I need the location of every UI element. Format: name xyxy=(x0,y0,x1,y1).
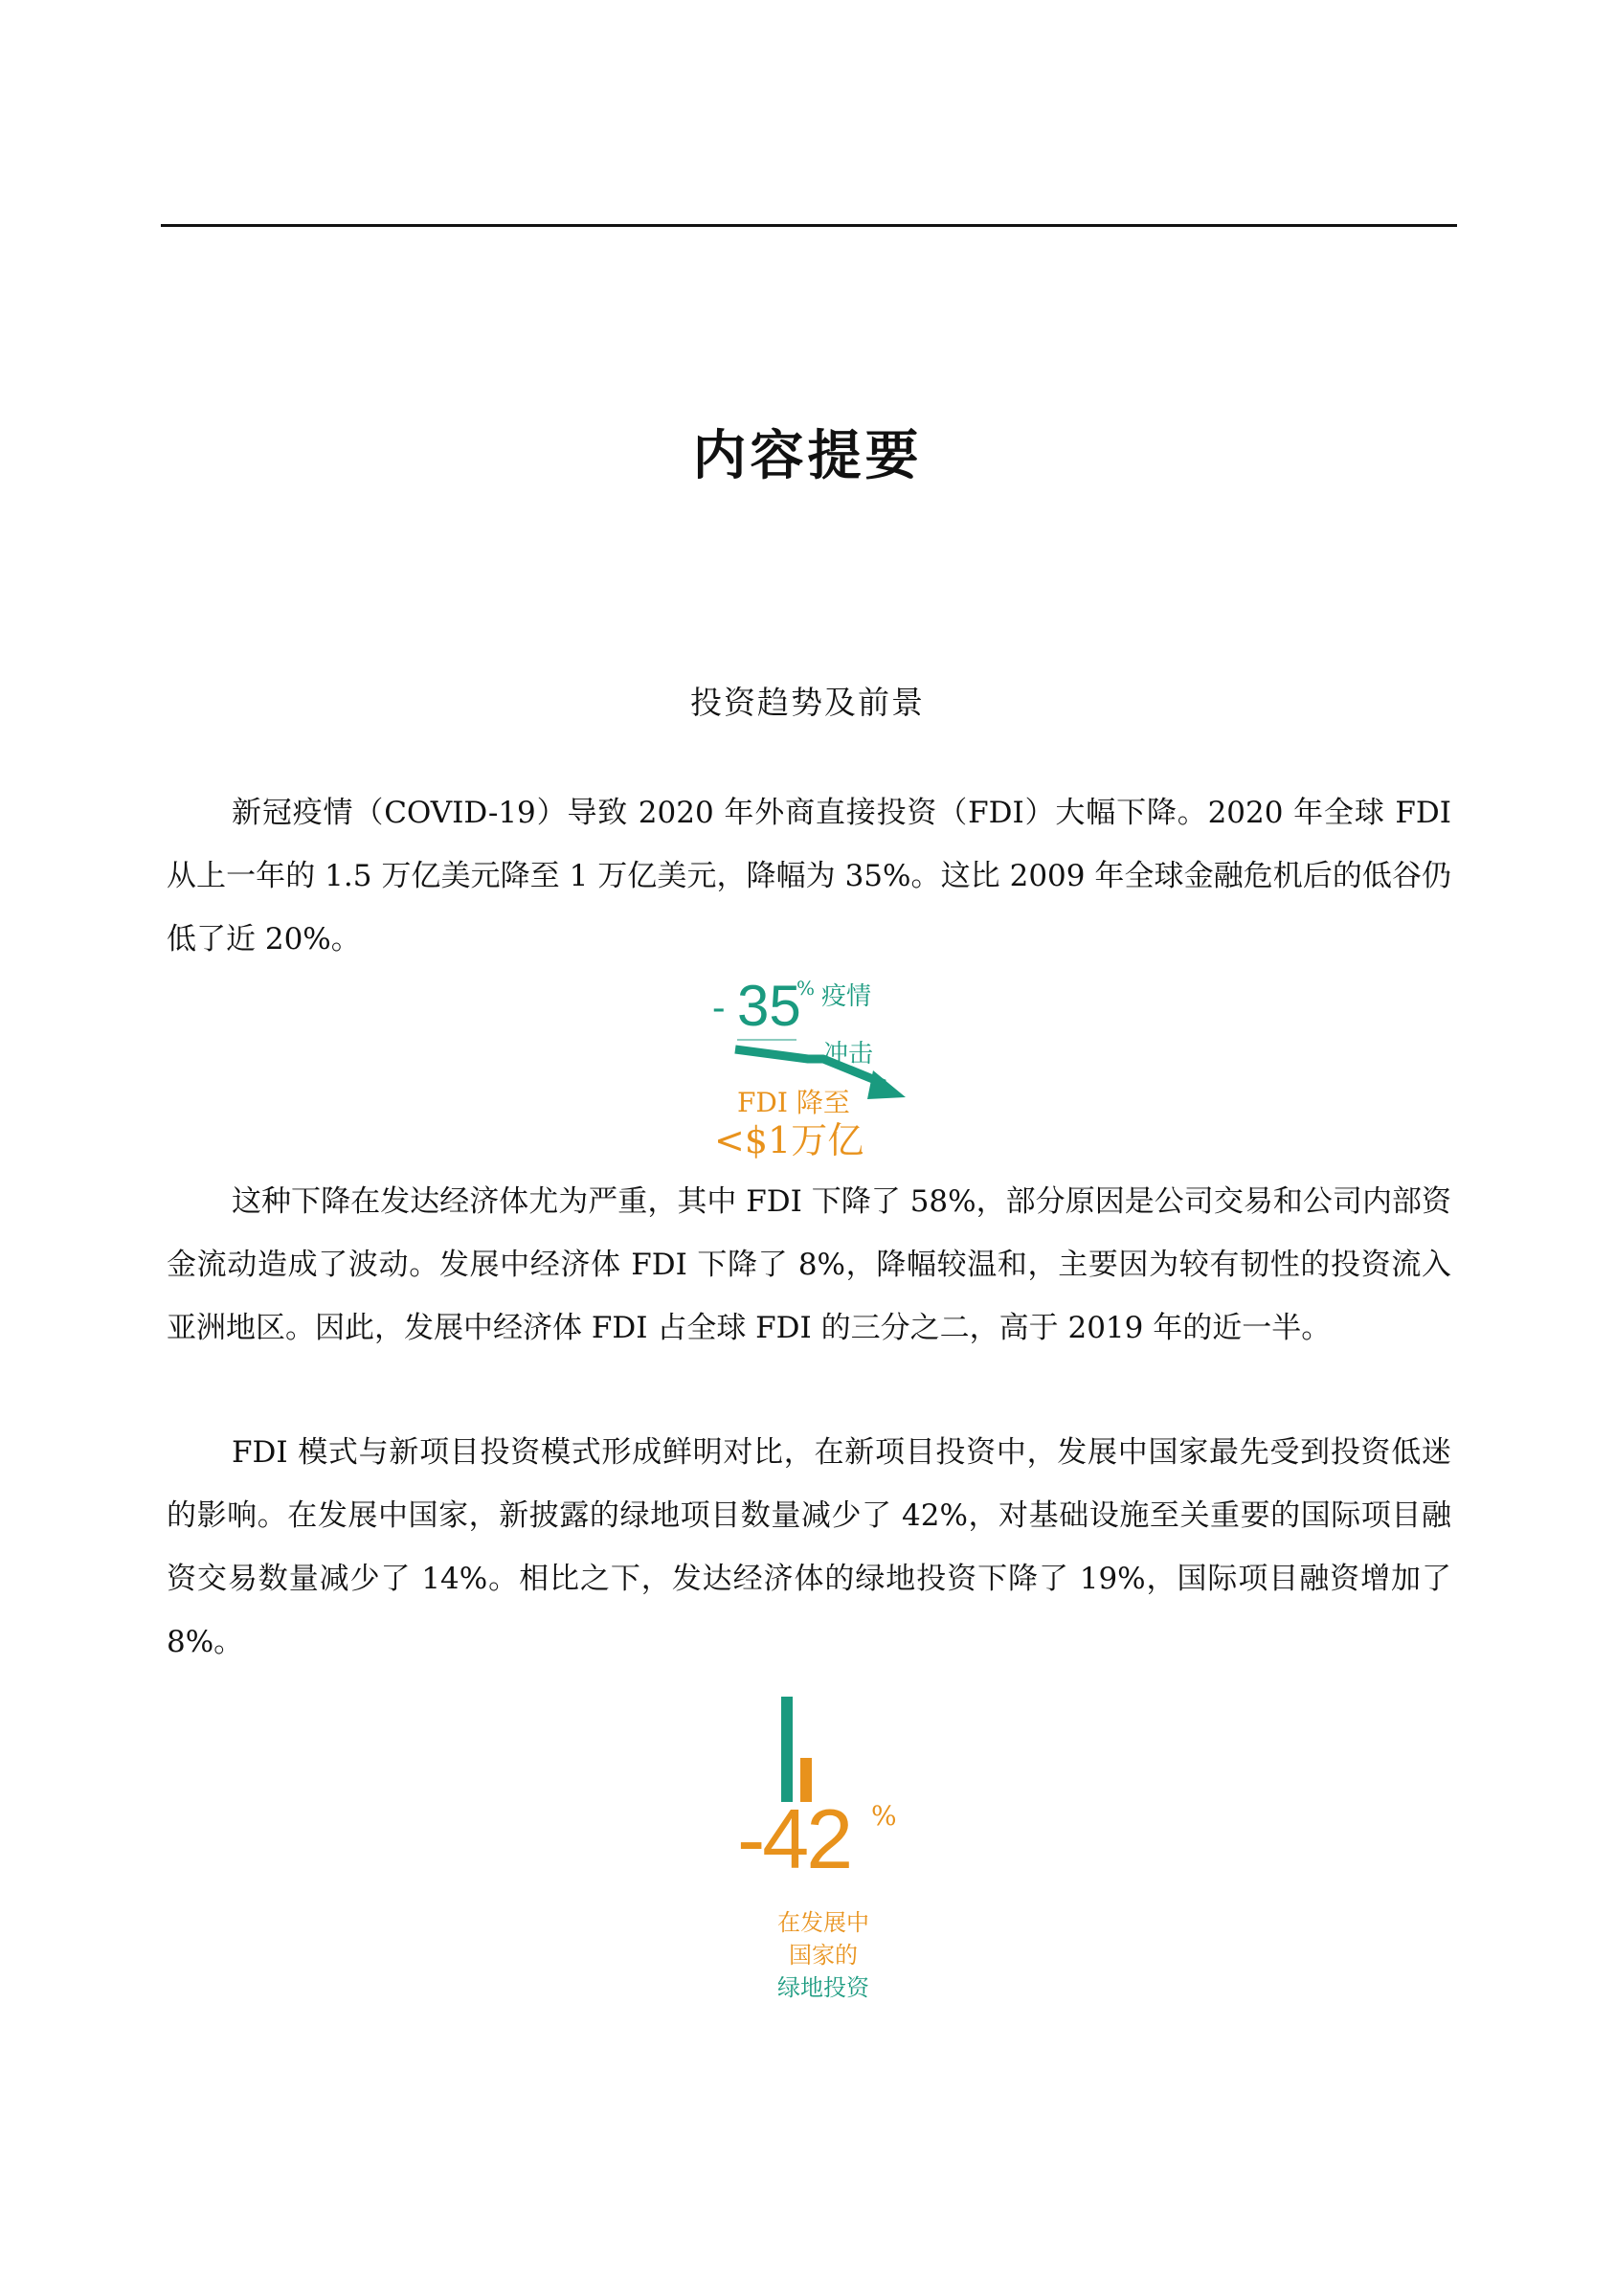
fig2-caption-3: 绿地投资 xyxy=(777,1974,869,2001)
fig2-caption-1: 在发展中 xyxy=(777,1909,869,1936)
greenfield-drop-infographic xyxy=(737,1695,929,2011)
fig1-label-3: FDI 降至 xyxy=(737,1087,850,1118)
fig2-value: -42 xyxy=(737,1791,851,1886)
fig1-label-2: 冲击 xyxy=(823,1040,874,1069)
top-rule xyxy=(161,224,1457,227)
fig1-minus: - xyxy=(712,986,726,1030)
fig1-value: 35 xyxy=(737,974,801,1038)
fig2-caption-2: 国家的 xyxy=(789,1942,858,1969)
fdi-drop-infographic xyxy=(708,967,938,1159)
fig1-label-4: <$1万亿 xyxy=(714,1119,864,1161)
paragraph-2: 这种下降在发达经济体尤为严重，其中 FDI 下降了 58%，部分原因是公司交易和公司内部资金流动造成了波动。发展中经济体 FDI 下降了 8%，降幅较温和，主要因为较有韧性的投资流入亚洲地区。因此，发展中经济体 FDI 占全球 FDI 的三分之二，高于 2019 年的近一半。 xyxy=(167,1184,1451,1345)
section-title: 投资趋势及前景 xyxy=(690,684,925,721)
paragraph-1: 新冠疫情（COVID-19）导致 2020 年外商直接投资（FDI）大幅下降。2020 年全球 FDI 从上一年的 1.5 万亿美元降至 1 万亿美元，降幅为 35%。这比 2009 年全球金融危机后的低谷仍低了近 20%。 xyxy=(167,796,1451,957)
page-title: 内容提要 xyxy=(692,425,923,487)
fig1-label-1: 疫情 xyxy=(821,982,872,1011)
paragraph-3: FDI 模式与新项目投资模式形成鲜明对比，在新项目投资中，发展中国家最先受到投资低迷的影响。在发展中国家，新披露的绿地项目数量减少了 42%，对基础设施至关重要的国际项目融资交易数量减少了 14%。相比之下，发达经济体的绿地投资下降了 19%，国际项目融资增加了 8%。 xyxy=(167,1435,1451,1659)
fig1-percent: % xyxy=(796,977,816,1000)
fig2-percent: % xyxy=(871,1800,897,1832)
